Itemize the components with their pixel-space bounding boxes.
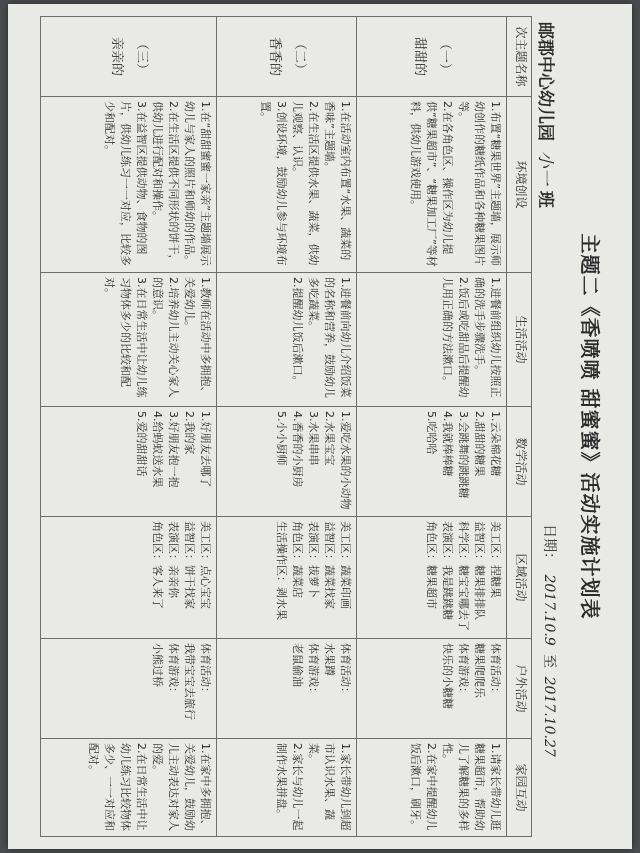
cell-line: 1.爱吃水果的小动物 [339, 411, 352, 510]
life-cell [357, 273, 507, 407]
cell-line: 2.在生活区提供不同形状的饼干，供幼儿进行配对和操作。 [151, 101, 181, 266]
outdoor-cell [217, 639, 357, 739]
cell-line: 3.创设环境，鼓励幼儿参与环境布置。 [259, 101, 289, 266]
date-from: 2017.10.9 [541, 574, 557, 646]
theme-number: （三） [134, 36, 150, 76]
cell-line: 水果蹲 [323, 643, 337, 676]
cell-line: 美工区：捏糖果 [489, 521, 502, 598]
cell-line: 2.家长与幼儿一起制作水果拼盘。 [275, 743, 305, 831]
cell-line: 1.好朋友去哪了 [199, 411, 212, 488]
cell-line: 3.会跳舞的跳跳糖 [457, 411, 471, 499]
life-cell [217, 273, 357, 407]
cell-line: 老鼠偷油 [291, 643, 305, 687]
cell-line: 小熊过桥 [151, 643, 165, 687]
theme-name-cell [217, 17, 357, 97]
area-cell [41, 517, 217, 639]
date-to: 2017.10.27 [541, 676, 557, 757]
cell-line: 1.在家中多拥抱、关爱幼儿，鼓励幼儿主动表达对家人的爱。 [151, 743, 212, 831]
cell-line: 1.在活动室内布置“水果、蔬菜的香味”主题墙。 [323, 101, 352, 261]
cell-line: 1.在“甜甜蜜蜜一家亲”主题墙展示幼儿与家人的照片和师幼的作品。 [183, 101, 212, 266]
cell-line: 3.在日常生活中让幼儿练习物体多少的比较和配对。 [103, 277, 149, 398]
cell-line: 5.小小厨师 [275, 411, 289, 466]
environment-cell [357, 97, 507, 273]
cell-line: 生活操作区：剥水果 [275, 521, 289, 620]
cell-line: 美工区：蔬菜印画 [339, 521, 352, 609]
date-line [540, 524, 560, 761]
cell-line: 表演区：亲亲你 [167, 521, 181, 598]
cell-line: 5.爱的甜甜话 [135, 411, 149, 477]
cell-line: 2.培养幼儿主动关心家人的意识。 [151, 277, 181, 398]
cell-line: 快乐的小糖糖 [441, 643, 455, 709]
home-cell [357, 739, 507, 837]
cell-line: 体育活动： [199, 643, 212, 698]
cell-line: 体育活动： [489, 643, 502, 698]
col-header-area: 区域活动 [507, 517, 532, 639]
cell-line: 1.进餐前组织幼儿按照正确的洗手步骤洗手。 [473, 277, 502, 398]
home-cell [217, 739, 357, 837]
cell-line: 表演区：我是跳跳糖 [441, 521, 455, 620]
table-row [41, 17, 217, 837]
cell-line: 角色区：蔬菜店 [291, 521, 305, 598]
cell-line: 美工区：点心宝宝 [199, 521, 212, 609]
cell-line: 2.水果宝宝 [323, 411, 337, 466]
cell-line: 1.请家长带幼儿逛糖果超市，帮助幼儿了解糖果的多样性。 [441, 743, 502, 831]
cell-line: 科学区：糖宝宝哪去了 [457, 521, 471, 631]
cell-line: 4.我就棒棒糖 [441, 411, 455, 477]
cell-line: 2.甜甜的糖果 [473, 411, 487, 477]
cell-line: 4.香香的小厨房 [291, 411, 305, 488]
life-cell [41, 273, 217, 407]
cell-line: 益智区：饼干找家 [183, 521, 197, 609]
cell-line: 体育游戏： [457, 643, 471, 698]
col-header-outdoor: 户外活动 [507, 639, 532, 739]
cell-line: 1.云朵棉花糖 [489, 411, 502, 477]
document-title: 主题二《香喷喷 甜蜜蜜》活动实施计划表 [578, 233, 602, 620]
class-suffix: 班 [535, 190, 555, 208]
cell-line: 2.提醒幼儿饭后漱口。 [291, 277, 305, 387]
table-header-row [507, 17, 532, 837]
theme-number: （一） [437, 36, 453, 76]
cell-line: 2.在各角色区、操作区为幼儿提供“糖果超市”、“糖果加工厂”等材料，供幼儿游戏使用。 [409, 101, 455, 267]
cell-line: 2.我的家 [183, 411, 197, 455]
date-to-label: 至 [541, 654, 557, 669]
col-header-theme: 次主题名称 [507, 17, 532, 97]
cell-line: 益智区：糖果排排队 [473, 521, 487, 620]
outdoor-cell [357, 639, 507, 739]
cell-line: 角色区：客人来了 [151, 521, 165, 609]
col-header-life: 生活活动 [507, 273, 532, 407]
cell-line: 3.水果串串 [307, 411, 321, 466]
cell-line: 1.家长带幼儿到超市认识水果、蔬菜。 [307, 743, 352, 831]
outdoor-cell [41, 639, 217, 739]
environment-cell [41, 97, 217, 273]
activity-plan-table [40, 16, 532, 837]
cell-line: 糖果爬爬乐 [473, 643, 487, 698]
cell-line: 体育活动： [339, 643, 352, 698]
cell-line: 体育游戏： [167, 643, 181, 698]
table-row [217, 17, 357, 837]
cell-line: 表演区：拔萝卜 [307, 521, 321, 598]
cell-line: 2.在生活区提供水果、蔬菜，供幼儿观察、认识。 [291, 101, 321, 266]
col-header-environment: 环境创设 [507, 97, 532, 273]
school-line [535, 22, 560, 208]
cell-line: 3.好朋友抱一抱 [167, 411, 181, 488]
cell-line: 3.在益智区提供动物、食物的图片，供幼儿练习一一对应，比较多少和配对。 [103, 101, 149, 266]
cell-line: 1.进餐前向幼儿介绍饭菜的名称和营养，鼓励幼儿多吃蔬菜。 [307, 277, 352, 398]
cell-line: 2.饭后或吃甜品后提醒幼儿用正确的方法漱口。 [441, 277, 471, 398]
paper-sheet [8, 4, 632, 849]
school-name: 邮郡中心幼儿园 [535, 22, 555, 141]
environment-cell [217, 97, 357, 273]
date-label: 日期： [541, 524, 557, 566]
area-cell [357, 517, 507, 639]
theme-name: 甜甜的 [412, 36, 428, 76]
cell-line: 5.吃哈哈 [425, 411, 439, 455]
cell-line: 体育游戏： [307, 643, 321, 698]
math-cell [217, 407, 357, 517]
cell-line: 2.在家中提醒幼儿饭后漱口，刷牙。 [409, 743, 439, 831]
cell-line: 角色区：糖果超市 [425, 521, 439, 609]
class-handwritten: 小一 [535, 150, 555, 185]
col-header-home: 家园互动 [507, 739, 532, 837]
theme-name: 亲亲的 [109, 36, 125, 76]
theme-name-cell [357, 17, 507, 97]
cell-line: 1.教师在活动中多拥抱、关爱幼儿。 [183, 277, 212, 398]
theme-number: （二） [292, 36, 308, 76]
cell-line: 我带宝宝去旅行 [183, 643, 197, 720]
area-cell [217, 517, 357, 639]
cell-line: 1.布置“糖果世界”主题墙，展示师幼创作的糖纸作品和各种糖果图片等。 [457, 101, 502, 266]
theme-name-cell [41, 17, 217, 97]
cell-line: 4.给蚂蚁送水果 [151, 411, 165, 488]
cell-line: 2.在日常生活中让幼儿练习比较物体多少、一一对应和配对。 [87, 743, 149, 831]
theme-name: 香香的 [267, 36, 283, 76]
home-cell [41, 739, 217, 837]
cell-line: 益智区：蔬菜找家 [323, 521, 337, 609]
rotated-page [8, 4, 632, 849]
table-row [357, 17, 507, 837]
math-cell [357, 407, 507, 517]
math-cell [41, 407, 217, 517]
col-header-math: 数学活动 [507, 407, 532, 517]
